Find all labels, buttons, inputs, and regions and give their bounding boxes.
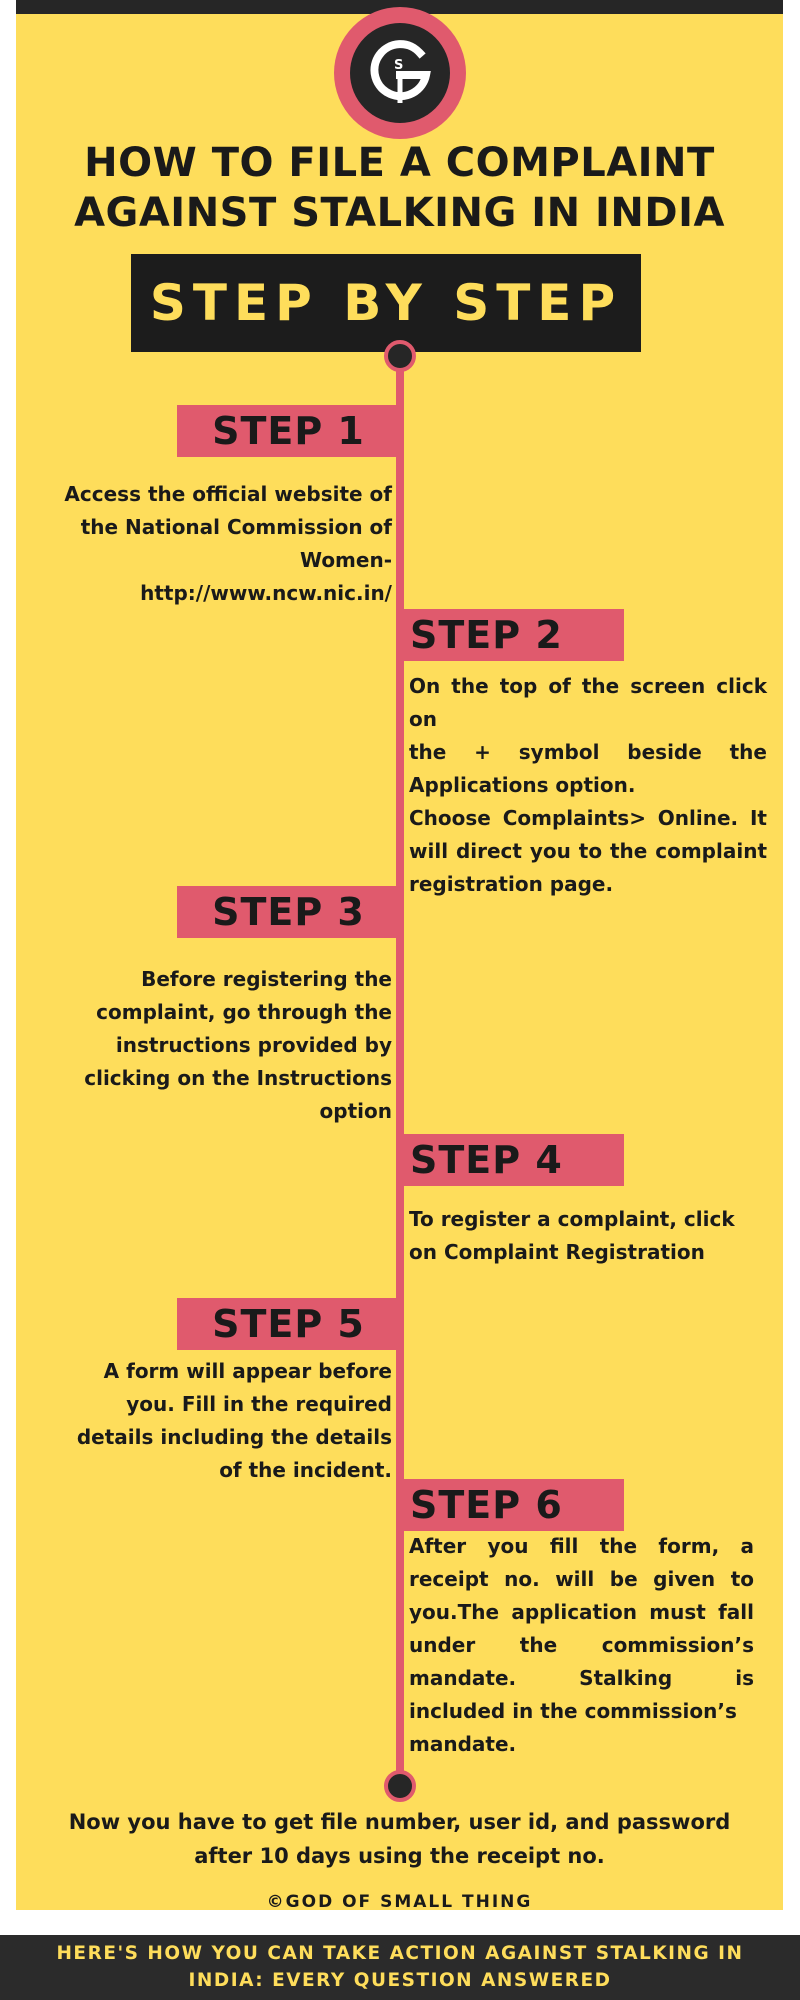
step-6-line: receipt no. will be given to [409, 1567, 754, 1591]
copyright-text: ©GOD OF SMALL THING [266, 1892, 533, 1912]
step-1-line: Women- [299, 548, 392, 572]
step-3-description [40, 963, 392, 1128]
step-1-line: http://www.ncw.nic.in/ [140, 581, 392, 605]
step-3-line: instructions provided by [115, 1033, 392, 1057]
step-4-line: on Complaint Registration [409, 1240, 705, 1264]
step-2-line: will direct you to the complaint [409, 839, 767, 863]
step-1-description [44, 478, 392, 610]
step-3-line: Before registering the [141, 967, 392, 991]
step-3-line: clicking on the Instructions [84, 1066, 392, 1090]
final-note [16, 1805, 783, 1873]
step-6-description [409, 1530, 754, 1761]
title-line-2: AGAINST STALKING IN INDIA [74, 190, 725, 236]
timeline-line [396, 352, 404, 1782]
step-2-line: registration page. [409, 872, 614, 896]
step-3-line: complaint, go through the [96, 1000, 392, 1024]
step-2-label: STEP 2 [410, 613, 563, 657]
step-5-line: of the incident. [219, 1458, 392, 1482]
step-5-label: STEP 5 [212, 1302, 365, 1346]
step-5-line: you. Fill in the required [126, 1392, 392, 1416]
footer-caption [0, 1940, 800, 1994]
page-title [16, 138, 783, 238]
step-3-label: STEP 3 [212, 890, 365, 934]
step-6-line: included in the commission’s [409, 1699, 737, 1723]
step-6-line: under the commission’s [409, 1633, 754, 1657]
step-1-line: the National Commission of [80, 515, 392, 539]
timeline-start-dot [384, 340, 416, 372]
step-6-line: mandate. Stalking is [409, 1666, 754, 1690]
step-1-line: Access the official website of [64, 482, 392, 506]
final-note-line-2: after 10 days using the receipt no. [194, 1844, 605, 1868]
step-6-label: STEP 6 [410, 1483, 563, 1527]
step-2-description [409, 670, 767, 901]
step-5-description [40, 1355, 392, 1487]
step-2-line: Choose Complaints> Online. It [409, 806, 767, 830]
step-5-line: details including the details [76, 1425, 392, 1449]
step-by-step-label: STEP BY STEP [149, 274, 623, 332]
footer-line-1: HERE'S HOW YOU CAN TAKE ACTION AGAINST STALKING IN [56, 1943, 744, 1964]
step-1-label: STEP 1 [212, 409, 365, 453]
step-6-line: After you fill the form, a [409, 1534, 754, 1558]
step-4-description [409, 1203, 767, 1269]
timeline-end-dot [384, 1770, 416, 1802]
title-line-1: HOW TO FILE A COMPLAINT [84, 140, 715, 186]
step-6-line: mandate. [409, 1732, 517, 1756]
step-2-line: On the top of the screen click on [409, 674, 767, 731]
step-6-line: you.The application must fall [409, 1600, 754, 1624]
svg-text:S: S [394, 58, 404, 73]
step-4-label: STEP 4 [410, 1138, 563, 1182]
step-2-line: the + symbol beside the [409, 740, 767, 764]
step-4-line: To register a complaint, click [409, 1207, 735, 1231]
final-note-line-1: Now you have to get file number, user id, and password [68, 1810, 731, 1834]
step-3-line: option [319, 1099, 392, 1123]
footer-line-2: INDIA: EVERY QUESTION ANSWERED [188, 1970, 612, 1991]
gs-logo-icon [350, 23, 450, 123]
step-2-line: Applications option. [409, 773, 636, 797]
step-5-line: A form will appear before [103, 1359, 392, 1383]
